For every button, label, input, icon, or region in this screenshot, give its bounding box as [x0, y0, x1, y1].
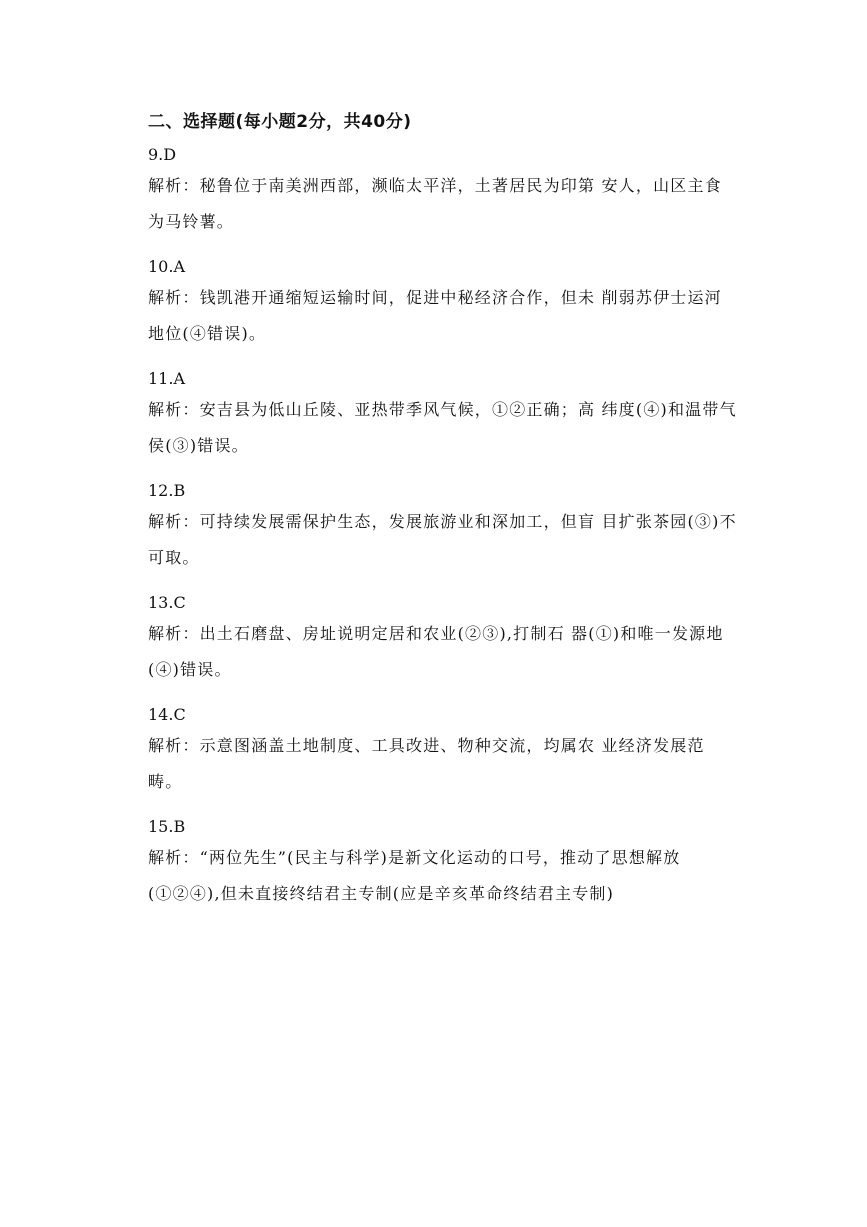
- answer-label: 14.C: [148, 705, 186, 724]
- question-14: [148, 702, 738, 800]
- answer-label: 13.C: [148, 593, 186, 612]
- answer-label: 9.D: [148, 145, 177, 164]
- question-13: [148, 590, 738, 688]
- analysis-text: 解析：安吉县为低山丘陵、亚热带季风气候，①②正确；高 纬度(④)和温带气侯(③)错误。: [148, 400, 737, 455]
- question-15: [148, 814, 738, 912]
- question-11: [148, 366, 738, 464]
- question-10: [148, 254, 738, 352]
- answer-label: 12.B: [148, 481, 186, 500]
- analysis-text: 解析：出土石磨盘、房址说明定居和农业(②③),打制石 器(①)和唯一发源地(④)错误。: [148, 624, 724, 679]
- answer-label: 10.A: [148, 257, 185, 276]
- analysis-text: 解析：示意图涵盖土地制度、工具改进、物种交流，均属农 业经济发展范畴。: [148, 736, 705, 791]
- analysis-text: 解析：可持续发展需保护生态，发展旅游业和深加工，但盲 目扩张茶园(③)不可取。: [148, 512, 737, 567]
- answer-label: 11.A: [148, 369, 185, 388]
- analysis-text: 解析：“两位先生”(民主与科学)是新文化运动的口号，推动了思想解放(①②④),但未直接终结君主专制(应是辛亥革命终结君主专制): [148, 848, 681, 903]
- analysis-text: 解析：钱凯港开通缩短运输时间，促进中秘经济合作，但未 削弱苏伊士运河地位(④错误)。: [148, 288, 722, 343]
- question-9: [148, 142, 738, 240]
- question-12: [148, 478, 738, 576]
- analysis-text: 解析：秘鲁位于南美洲西部，濒临太平洋，土著居民为印第 安人，山区主食为马铃薯。: [148, 176, 722, 231]
- answer-label: 15.B: [148, 817, 186, 836]
- answer-document: [148, 108, 738, 926]
- section-title: 二、选择题(每小题2分，共40分): [148, 112, 412, 132]
